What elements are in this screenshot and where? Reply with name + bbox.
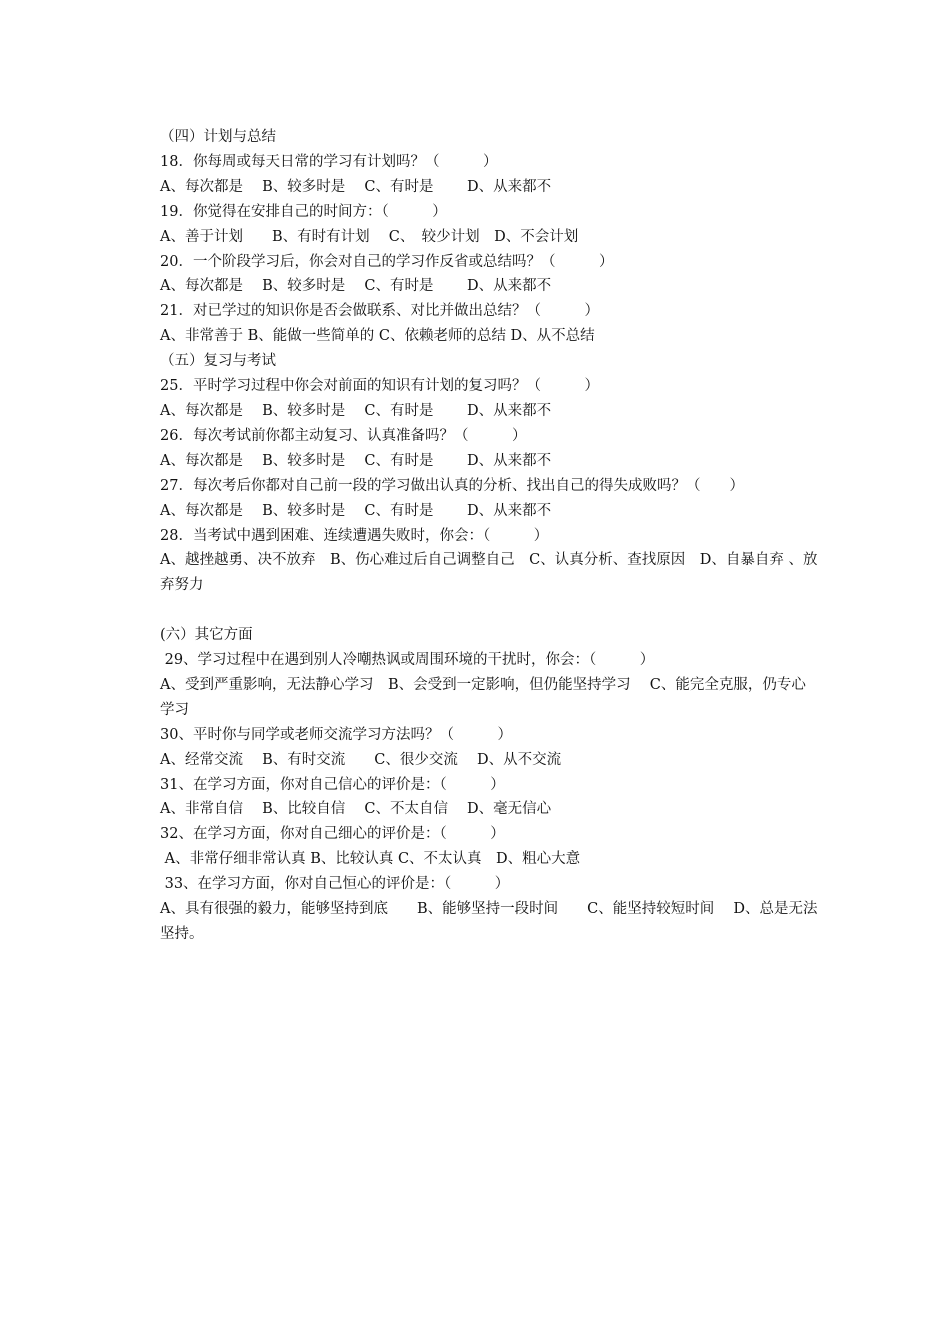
options-28: A、越挫越勇、决不放弃 B、伤心难过后自己调整自己 C、认真分析、查找原因 D、自暴自弃 、放弃努力 bbox=[160, 552, 818, 594]
question-20: 20．一个阶段学习后，你会对自己的学习作反省或总结吗？（ ） bbox=[160, 253, 614, 270]
document-body bbox=[160, 125, 820, 947]
question-30: 30、平时你与同学或老师交流学习方法吗？（ ） bbox=[160, 726, 512, 743]
options-31: A、非常自信 B、比较自信 C、不太自信 D、毫无信心 bbox=[160, 801, 552, 818]
question-32: 32、在学习方面，你对自己细心的评价是：（ ） bbox=[160, 826, 505, 843]
options-19: A、善于计划 B、有时有计划 C、 较少计划 D、不会计划 bbox=[160, 228, 579, 245]
section-heading-plan-summary: （四）计划与总结 bbox=[160, 129, 276, 145]
options-27: A、每次都是 B、较多时是 C、有时是 D、从来都不 bbox=[160, 502, 552, 519]
question-33: 33、在学习方面，你对自己恒心的评价是：（ ） bbox=[160, 876, 510, 893]
question-25: 25．平时学习过程中你会对前面的知识有计划的复习吗？（ ） bbox=[160, 378, 599, 395]
options-20: A、每次都是 B、较多时是 C、有时是 D、从来都不 bbox=[160, 278, 552, 295]
options-32: A、非常仔细非常认真 B、比较认真 C、不太认真 D、粗心大意 bbox=[160, 851, 581, 868]
options-21: A、非常善于 B、能做一些简单的 C、依赖老师的总结 D、从不总结 bbox=[160, 328, 595, 345]
question-19: 19．你觉得在安排自己的时间方：（ ） bbox=[160, 203, 447, 220]
options-25: A、每次都是 B、较多时是 C、有时是 D、从来都不 bbox=[160, 402, 552, 419]
options-18: A、每次都是 B、较多时是 C、有时是 D、从来都不 bbox=[160, 178, 552, 195]
options-29: A、受到严重影响，无法静心学习 B、会受到一定影响，但仍能坚持学习 C、能完全克服，仍专心学习 bbox=[160, 676, 806, 718]
section-heading-review-exam: （五）复习与考试 bbox=[160, 353, 276, 370]
question-29: 29、学习过程中在遇到别人冷嘲热讽或周围环境的干扰时，你会：（ ） bbox=[160, 652, 655, 669]
question-28: 28．当考试中遇到困难、连续遭遇失败时，你会：（ ） bbox=[160, 527, 549, 544]
question-27: 27．每次考后你都对自己前一段的学习做出认真的分析、找出自己的得失成败吗？（ ） bbox=[160, 477, 744, 494]
section-heading-other: (六）其它方面 bbox=[160, 627, 253, 644]
blank-line bbox=[160, 598, 820, 623]
question-21: 21．对已学过的知识你是否会做联系、对比并做出总结？（ ） bbox=[160, 303, 599, 320]
question-18: 18．你每周或每天日常的学习有计划吗？（ ） bbox=[160, 153, 498, 170]
options-33: A、具有很强的毅力，能够坚持到底 B、能够坚持一段时间 C、能坚持较短时间 D、总是无法坚持。 bbox=[160, 901, 818, 942]
question-26: 26．每次考试前你都主动复习、认真准备吗？（ ） bbox=[160, 427, 527, 444]
question-31: 31、在学习方面，你对自己信心的评价是：（ ） bbox=[160, 776, 505, 793]
options-30: A、经常交流 B、有时交流 C、很少交流 D、从不交流 bbox=[160, 751, 562, 768]
options-26: A、每次都是 B、较多时是 C、有时是 D、从来都不 bbox=[160, 452, 552, 469]
